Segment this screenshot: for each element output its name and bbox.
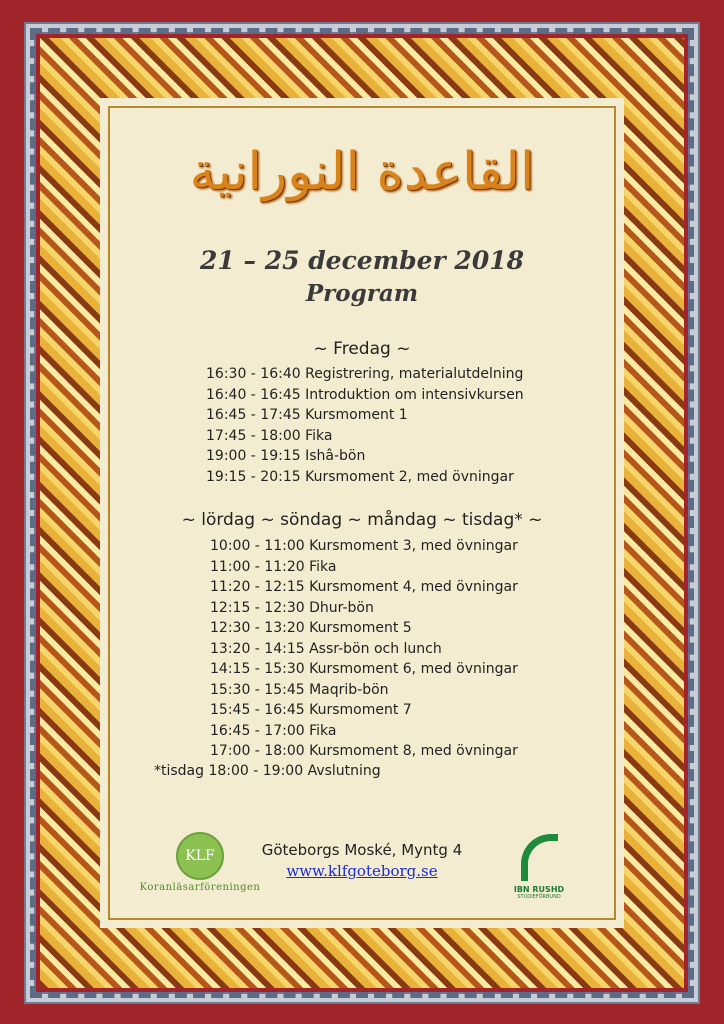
rushd-name: IBN RUSHD: [513, 885, 565, 894]
schedule-row: 16:40 - 16:45 Introduktion om intensivkursen: [206, 386, 524, 403]
schedule-row: 12:15 - 12:30 Dhur-bön: [210, 599, 374, 616]
friday-schedule: [206, 364, 524, 487]
schedule-row: 15:45 - 16:45 Kursmoment 7: [210, 702, 412, 718]
schedule-row: 13:20 - 14:15 Assr-bön och lunch: [210, 640, 442, 657]
schedule-row: 19:00 - 19:15 Ishâ-bön: [206, 448, 366, 464]
klf-mark: KLF: [176, 832, 224, 880]
rushd-sub: STUDIEFÖRBUND: [517, 894, 561, 900]
schedule-row: 11:20 - 12:15 Kursmoment 4, med övningar: [210, 579, 518, 595]
schedule-row: 16:45 - 17:45 Kursmoment 1: [206, 407, 408, 423]
schedule-row: 17:45 - 18:00 Fika: [206, 427, 333, 444]
closing-row: *tisdag 18:00 - 19:00 Avslutning: [154, 763, 381, 779]
weekend-heading: ~ lördag ~ söndag ~ måndag ~ tisdag* ~: [181, 510, 543, 530]
schedule-row: 17:00 - 18:00 Kursmoment 8, med övningar: [210, 743, 518, 759]
schedule-row: 16:45 - 17:00 Fika: [210, 722, 337, 739]
klf-name: Koranläsarföreningen: [139, 882, 261, 893]
schedule-row: 11:00 - 11:20 Fika: [210, 558, 337, 575]
schedule-row: 12:30 - 13:20 Kursmoment 5: [210, 620, 412, 636]
weekend-schedule: [210, 536, 518, 762]
schedule-row: 10:00 - 11:00 Kursmoment 3, med övningar: [210, 538, 518, 554]
program-heading: Program: [305, 280, 419, 307]
leaf-icon: [521, 834, 558, 881]
schedule-row: 19:15 - 20:15 Kursmoment 2, med övningar: [206, 468, 514, 485]
poster-content: [100, 106, 624, 926]
ibn-rushd-logo: [504, 834, 574, 900]
schedule-row: 16:30 - 16:40 Registrering, materialutdelning: [206, 366, 524, 382]
arabic-title: القاعدة النورانية: [189, 142, 535, 202]
event-dates: 21 – 25 december 2018: [200, 246, 524, 275]
schedule-row: 15:30 - 15:45 Maqrib-bön: [210, 681, 389, 698]
friday-heading: ~ Fredag ~: [313, 339, 411, 359]
schedule-row: 14:15 - 15:30 Kursmoment 6, med övningar: [210, 661, 518, 677]
website-link[interactable]: www.klfgoteborg.se: [286, 862, 438, 880]
address: Göteborgs Moské, Myntg 4: [261, 841, 463, 859]
